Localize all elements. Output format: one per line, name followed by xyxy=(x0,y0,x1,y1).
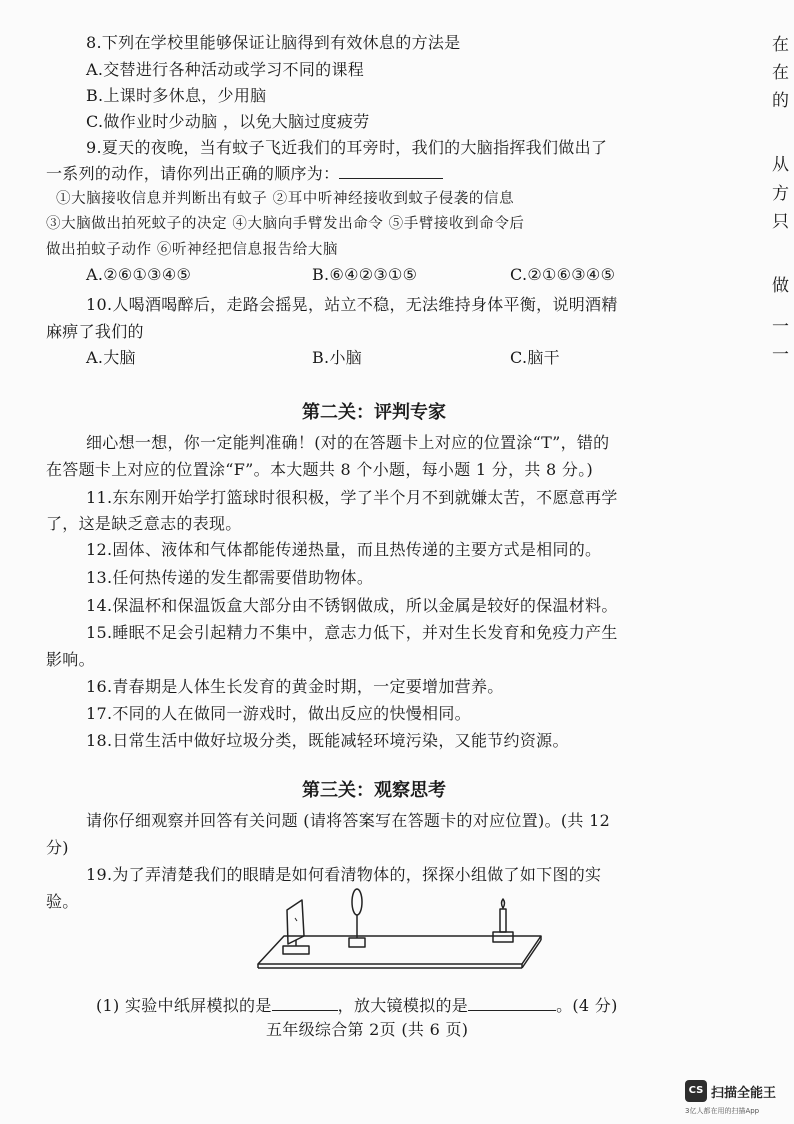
q19-line2: 验。 xyxy=(46,892,79,911)
q19-sub1 xyxy=(96,993,618,1016)
q14: 14.保温杯和保温饭盒大部分由不锈钢做成，所以金属是较好的保温材料。 xyxy=(86,596,618,615)
section2-intro-line1: 细心想一想，你一定能判准确！(对的在答题卡上对应的位置涂“T”，错的 xyxy=(86,433,610,452)
edge-char: 从 xyxy=(772,155,789,175)
q16: 16.青春期是人体生长发育的黄金时期，一定要增加营养。 xyxy=(86,677,504,696)
edge-char: 在 xyxy=(772,63,789,83)
q10-option-b: B.小脑 xyxy=(312,348,363,367)
q9-handwritten-line2: ③大脑做出拍死蚊子的决定 ④大脑向手臂发出命令 ⑤手臂接收到命令后 xyxy=(46,216,525,232)
q19-sub1-part1: (1) 实验中纸屏模拟的是 xyxy=(96,996,272,1015)
q8-stem: 8.下列在学校里能够保证让脑得到有效休息的方法是 xyxy=(86,33,461,52)
edge-char: 做 xyxy=(772,276,789,296)
section2-intro-line2: 在答题卡上对应的位置涂“F”。本大题共 8 个小题，每小题 1 分，共 8 分。) xyxy=(46,460,594,479)
edge-char: 只 xyxy=(772,212,789,232)
q9-option-c: C.②①⑥③④⑤ xyxy=(510,265,616,284)
q18: 18.日常生活中做好垃圾分类，既能减轻环境污染，又能节约资源。 xyxy=(86,731,569,750)
section3-intro-line1: 请你仔细观察并回答有关问题 (请将答案写在答题卡的对应位置)。(共 12 xyxy=(86,811,611,830)
scanner-name: 扫描全能王 xyxy=(711,1086,777,1101)
scanner-tagline: 3亿人都在用的扫描App xyxy=(685,1107,760,1115)
q9-handwritten-line1: ①大脑接收信息并判断出有蚊子 ②耳中听神经接收到蚊子侵袭的信息 xyxy=(56,191,515,207)
q19-sub1-part2: ，放大镜模拟的是 xyxy=(337,996,469,1015)
q8-option-b: B.上课时多休息，少用脑 xyxy=(86,86,267,105)
q10-option-a: A.大脑 xyxy=(86,348,136,367)
q10-stem-line2: 麻痹了我们的 xyxy=(46,322,144,341)
q8-option-a: A.交替进行各种活动或学习不同的课程 xyxy=(86,60,365,79)
q9-option-a: A.②⑥①③④⑤ xyxy=(86,265,192,284)
magnifier-base xyxy=(349,938,365,947)
q8-option-c: C.做作业时少动脑 ，以免大脑过度疲劳 xyxy=(86,112,370,131)
section3-intro-line2: 分) xyxy=(46,838,69,857)
screen-base xyxy=(283,946,309,954)
q9-stem-line2 xyxy=(46,161,443,184)
q11-line2: 了，这是缺乏意志的表现。 xyxy=(46,514,242,533)
q9-stem-line1: 9.夏天的夜晚，当有蚊子飞近我们的耳旁时，我们的大脑指挥我们做出了 xyxy=(86,138,608,157)
edge-char: 的 xyxy=(772,91,789,111)
scanner-logo: CS xyxy=(685,1080,707,1102)
paper-screen xyxy=(287,900,304,944)
q9-option-b: B.⑥④②③①⑤ xyxy=(312,265,418,284)
q10-stem-line1: 10.人喝酒喝醉后，走路会摇晃，站立不稳，无法维持身体平衡，说明酒精 xyxy=(86,295,618,314)
edge-char: 在 xyxy=(772,35,789,55)
q9-handwritten-line3: 做出拍蚊子动作 ⑥听神经把信息报告给大脑 xyxy=(46,242,339,258)
q19-blank2 xyxy=(468,996,556,1011)
q19-line1: 19.为了弄清楚我们的眼睛是如何看清物体的，探探小组做了如下图的实 xyxy=(86,865,602,884)
q17: 17.不同的人在做同一游戏时，做出反应的快慢相同。 xyxy=(86,704,471,723)
edge-char: 一 xyxy=(772,317,789,337)
edge-char: 方 xyxy=(772,184,789,204)
q11-line1: 11.东东刚开始学打篮球时很积极，学了半个月不到就嫌太苦，不愿意再学 xyxy=(86,488,618,507)
magnifier-lens xyxy=(352,889,362,915)
candle-holder xyxy=(493,932,513,942)
candle-flame xyxy=(502,899,505,908)
q9-stem-text: 一系列的动作，请你列出正确的顺序为： xyxy=(46,164,340,183)
section2-title: 第二关：评判专家 xyxy=(302,402,446,423)
candle-body xyxy=(500,909,506,932)
page-footer: 五年级综合第 2页 (共 6 页) xyxy=(266,1020,469,1039)
edge-char: 一 xyxy=(772,345,789,365)
q13: 13.任何热传递的发生都需要借助物体。 xyxy=(86,568,374,587)
q19-blank1 xyxy=(272,996,338,1011)
experiment-diagram xyxy=(250,888,550,973)
q9-answer-blank xyxy=(339,164,443,179)
q15-line1: 15.睡眠不足会引起精力不集中，意志力低下，并对生长发育和免疫力产生 xyxy=(86,623,618,642)
q12: 12.固体、液体和气体都能传递热量，而且热传递的主要方式是相同的。 xyxy=(86,540,602,559)
q10-option-c: C.脑干 xyxy=(510,348,560,367)
section3-title: 第三关：观察思考 xyxy=(302,780,446,801)
table-board-top xyxy=(258,936,541,964)
q19-sub1-part3: 。(4 分) xyxy=(556,996,618,1015)
q15-line2: 影响。 xyxy=(46,650,95,669)
